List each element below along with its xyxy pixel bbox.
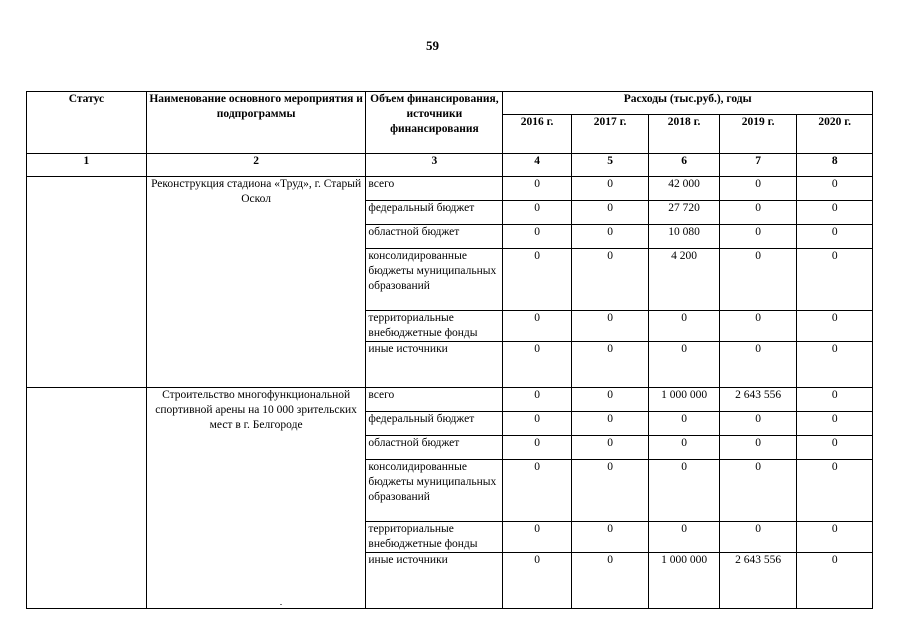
value-cell: 0 (503, 249, 571, 311)
expenses-header: Расходы (тыс.руб.), годы (503, 92, 873, 115)
funding-source: всего (366, 388, 503, 412)
value-cell: 0 (649, 412, 719, 436)
scan-mark (280, 604, 282, 605)
value-cell: 0 (571, 460, 649, 522)
value-cell: 0 (797, 201, 873, 225)
value-cell: 0 (797, 388, 873, 412)
value-cell: 0 (797, 311, 873, 342)
funding-header: Объем финансирования, источники финансирования (366, 92, 503, 154)
value-cell: 2 643 556 (719, 388, 797, 412)
value-cell: 0 (571, 388, 649, 412)
column-number: 5 (571, 154, 649, 177)
column-number: 7 (719, 154, 797, 177)
value-cell: 0 (571, 201, 649, 225)
value-cell: 0 (797, 460, 873, 522)
funding-source: всего (366, 177, 503, 201)
value-cell: 0 (719, 311, 797, 342)
column-number: 6 (649, 154, 719, 177)
value-cell: 0 (719, 522, 797, 553)
funding-source: иные источники (366, 342, 503, 388)
year-header: 2016 г. (503, 115, 571, 154)
value-cell: 1 000 000 (649, 553, 719, 609)
value-cell: 0 (797, 436, 873, 460)
value-cell: 0 (649, 311, 719, 342)
status-cell (27, 388, 147, 609)
funding-source: консолидированные бюджеты муниципальных образований (366, 249, 503, 311)
value-cell: 2 643 556 (719, 553, 797, 609)
status-cell (27, 177, 147, 388)
value-cell: 27 720 (649, 201, 719, 225)
value-cell: 0 (649, 436, 719, 460)
value-cell: 0 (503, 342, 571, 388)
page-number: 59 (426, 38, 439, 53)
measure-name: Строительство многофункциональной спортивной арены на 10 000 зрительских мест в г. Белгороде (146, 388, 366, 609)
value-cell: 0 (571, 412, 649, 436)
value-cell: 0 (719, 201, 797, 225)
value-cell: 4 200 (649, 249, 719, 311)
value-cell: 0 (719, 436, 797, 460)
value-cell: 0 (797, 412, 873, 436)
measure-header: Наименование основного мероприятия и подпрограммы (146, 92, 366, 154)
value-cell: 0 (571, 522, 649, 553)
value-cell: 0 (503, 460, 571, 522)
value-cell: 0 (503, 412, 571, 436)
value-cell: 0 (503, 311, 571, 342)
funding-source: областной бюджет (366, 436, 503, 460)
year-header: 2020 г. (797, 115, 873, 154)
column-number: 2 (146, 154, 366, 177)
value-cell: 0 (503, 201, 571, 225)
value-cell: 0 (797, 553, 873, 609)
value-cell: 0 (797, 249, 873, 311)
value-cell: 0 (649, 460, 719, 522)
value-cell: 0 (571, 436, 649, 460)
value-cell: 0 (503, 177, 571, 201)
value-cell: 10 080 (649, 225, 719, 249)
value-cell: 0 (719, 225, 797, 249)
table-row (27, 177, 873, 201)
column-number: 1 (27, 154, 147, 177)
funding-source: федеральный бюджет (366, 201, 503, 225)
value-cell: 0 (649, 342, 719, 388)
value-cell: 0 (503, 553, 571, 609)
funding-source: областной бюджет (366, 225, 503, 249)
value-cell: 0 (719, 249, 797, 311)
value-cell: 0 (503, 388, 571, 412)
value-cell: 1 000 000 (649, 388, 719, 412)
value-cell: 0 (797, 177, 873, 201)
value-cell: 0 (503, 436, 571, 460)
value-cell: 0 (571, 342, 649, 388)
measure-name: Реконструкция стадиона «Труд», г. Старый Оскол (146, 177, 366, 388)
value-cell: 0 (719, 342, 797, 388)
status-header: Статус (27, 92, 147, 154)
table-row (27, 388, 873, 412)
value-cell: 0 (797, 522, 873, 553)
value-cell: 0 (571, 311, 649, 342)
funding-source: федеральный бюджет (366, 412, 503, 436)
value-cell: 0 (797, 225, 873, 249)
budget-table (26, 91, 873, 609)
value-cell: 0 (503, 225, 571, 249)
value-cell: 42 000 (649, 177, 719, 201)
year-header: 2019 г. (719, 115, 797, 154)
funding-source: консолидированные бюджеты муниципальных образований (366, 460, 503, 522)
column-number: 8 (797, 154, 873, 177)
column-number: 4 (503, 154, 571, 177)
value-cell: 0 (649, 522, 719, 553)
funding-source: территориальные внебюджетные фонды (366, 311, 503, 342)
value-cell: 0 (719, 177, 797, 201)
year-header: 2017 г. (571, 115, 649, 154)
value-cell: 0 (571, 225, 649, 249)
value-cell: 0 (571, 177, 649, 201)
year-header: 2018 г. (649, 115, 719, 154)
value-cell: 0 (719, 412, 797, 436)
funding-source: иные источники (366, 553, 503, 609)
funding-source: территориальные внебюджетные фонды (366, 522, 503, 553)
value-cell: 0 (797, 342, 873, 388)
value-cell: 0 (571, 249, 649, 311)
value-cell: 0 (571, 553, 649, 609)
value-cell: 0 (719, 460, 797, 522)
column-number: 3 (366, 154, 503, 177)
value-cell: 0 (503, 522, 571, 553)
